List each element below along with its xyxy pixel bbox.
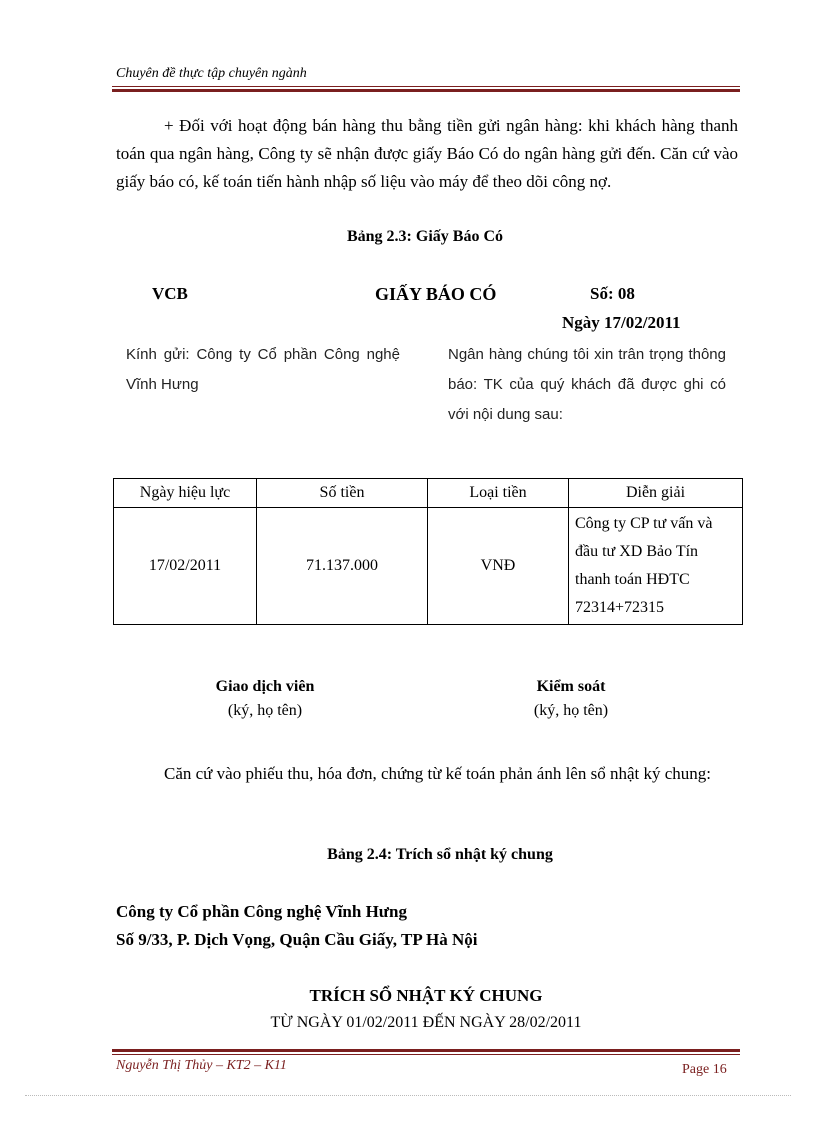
cell-date: 17/02/2011 bbox=[114, 508, 257, 625]
addressee: Kính gửi: Công ty Cổ phần Công nghệ Vĩnh Hưng bbox=[126, 346, 400, 393]
credit-note-date: Ngày 17/02/2011 bbox=[562, 313, 681, 332]
signature-teller-note: (ký, họ tên) bbox=[227, 702, 303, 719]
credit-note-title: GIẤY BÁO CÓ bbox=[375, 284, 497, 304]
cell-amount: 71.137.000 bbox=[257, 508, 428, 625]
cell-currency: VNĐ bbox=[428, 508, 569, 625]
page-edge-dotted-line bbox=[25, 1095, 791, 1096]
second-paragraph: Căn cứ vào phiếu thu, hóa đơn, chứng từ kế toán phản ánh lên sổ nhật ký chung: bbox=[164, 764, 711, 783]
footer-rule-thick bbox=[112, 1049, 740, 1052]
credit-table bbox=[113, 478, 743, 625]
table-header-row bbox=[114, 479, 743, 508]
bank-name: VCB bbox=[152, 284, 188, 303]
signature-teller bbox=[180, 678, 350, 720]
bank-notice: Ngân hàng chúng tôi xin trân trọng thông báo: TK của quý khách đã được ghi có với nội dung sau: bbox=[448, 346, 726, 423]
signature-controller bbox=[486, 678, 656, 720]
col-amount: Số tiền bbox=[257, 479, 428, 508]
page-header: Chuyên đề thực tập chuyên ngành bbox=[116, 66, 307, 81]
signature-teller-role: Giao dịch viên bbox=[215, 678, 315, 695]
signature-controller-role: Kiểm soát bbox=[536, 678, 606, 695]
cell-description: Công ty CP tư vấn và đầu tư XD Bảo Tín thanh toán HĐTC 72314+72315 bbox=[569, 508, 743, 625]
intro-paragraph: + Đối với hoạt động bán hàng thu bằng tiền gửi ngân hàng: khi khách hàng thanh toán qua ngân hàng, Công ty sẽ nhận được giấy Báo Có do ngân hàng gửi đến. Căn cứ vào giấy báo có, kế toán tiến hành nhập số liệu vào máy để theo dõi công nợ. bbox=[116, 116, 738, 191]
footer-rule-thin bbox=[112, 1054, 740, 1055]
credit-note-number: Số: 08 bbox=[590, 284, 635, 303]
col-effective-date: Ngày hiệu lực bbox=[114, 479, 257, 508]
col-description: Diễn giải bbox=[569, 479, 743, 508]
signature-controller-note: (ký, họ tên) bbox=[533, 702, 609, 719]
col-currency: Loại tiền bbox=[428, 479, 569, 508]
page-number: Page 16 bbox=[682, 1062, 727, 1077]
table-row bbox=[114, 508, 743, 625]
journal-period: TỪ NGÀY 01/02/2011 ĐẾN NGÀY 28/02/2011 bbox=[270, 1014, 582, 1031]
header-rule-thin bbox=[112, 86, 740, 87]
company-address: Số 9/33, P. Dịch Vọng, Quận Cầu Giấy, TP Hà Nội bbox=[116, 930, 478, 949]
header-rule-thick bbox=[112, 89, 740, 92]
table1-caption: Bảng 2.3: Giấy Báo Có bbox=[346, 228, 503, 245]
table2-caption: Bảng 2.4: Trích sổ nhật ký chung bbox=[327, 846, 553, 863]
journal-title: TRÍCH SỔ NHẬT KÝ CHUNG bbox=[309, 986, 543, 1005]
footer-author: Nguyễn Thị Thủy – KT2 – K11 bbox=[116, 1058, 287, 1073]
company-name: Công ty Cổ phần Công nghệ Vĩnh Hưng bbox=[116, 902, 407, 921]
